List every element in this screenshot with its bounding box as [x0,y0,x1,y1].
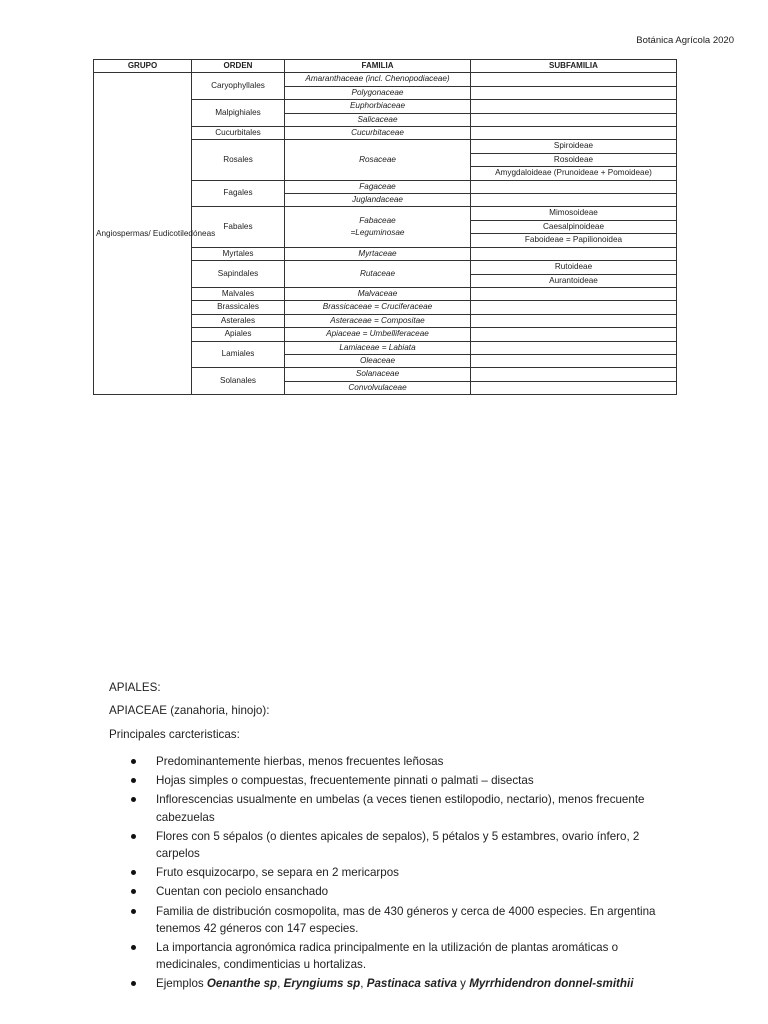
family-cell: Asteraceae = Compositae [285,314,471,327]
subfamily-cell [471,180,677,193]
list-item-text: Flores con 5 sépalos (o dientes apicales de sepalos), 5 pétalos y 5 estambres, ovario ínfero, 2 carpelos [156,829,640,861]
subfamily-cell [471,127,677,140]
order-cell: Caryophyllales [192,73,285,100]
subfamily-cell: Rosoideae [471,153,677,166]
bullet-icon [131,834,136,839]
subfamily-cell: Rutoideae [471,261,677,274]
taxonomy-table [93,59,677,395]
order-cell: Malvales [192,287,285,300]
family-cell: Oleaceae [285,354,471,367]
list-item [109,883,669,900]
column-header-familia: FAMILIA [285,60,471,73]
family-cell: Euphorbiaceae [285,100,471,113]
subfamily-cell: Aurantoideae [471,274,677,287]
column-header-subfamilia: SUBFAMILIA [471,60,677,73]
subfamily-cell [471,354,677,367]
family-cell: Amaranthaceae (incl. Chenopodiaceae) [285,73,471,86]
order-cell: Brassicales [192,301,285,314]
subfamily-cell: Spiroideae [471,140,677,153]
bullet-icon [131,759,136,764]
list-item-text: Predominantemente hierbas, menos frecuentes leñosas [156,755,444,768]
order-cell: Sapindales [192,261,285,288]
species-name: Eryngiums sp [283,977,361,991]
order-cell: Myrtales [192,247,285,260]
subfamily-cell [471,314,677,327]
column-header-orden: ORDEN [192,60,285,73]
order-cell: Fabales [192,207,285,247]
subfamily-cell [471,368,677,381]
table-row [94,73,677,86]
family-synonym: =Leguminosae [350,228,405,238]
subfamily-cell: Amygdaloideae (Prunoideae + Pomoideae) [471,167,677,180]
list-item [109,939,669,973]
bullet-icon [131,797,136,802]
separator: y [456,977,470,991]
family-cell: Lamiaceae = Labiata [285,341,471,354]
subfamily-cell [471,301,677,314]
bullet-icon [131,889,136,894]
list-item [109,791,669,825]
subfamily-cell [471,247,677,260]
group-cell: Angiospermas/ Eudicotiledóneas [94,73,192,395]
order-cell: Lamiales [192,341,285,368]
subfamily-cell [471,86,677,99]
subfamily-cell: Faboideae = Papilionoidea [471,234,677,247]
family-name: Fabaceae [359,215,396,225]
family-cell: Apiaceae = Umbelliferaceae [285,328,471,341]
family-cell: Convolvulaceae [285,381,471,394]
subfamily-cell [471,341,677,354]
column-header-grupo: GRUPO [94,60,192,73]
separator: , [360,977,367,991]
family-cell: Rosaceae [285,140,471,180]
order-cell: Malpighiales [192,100,285,127]
species-name: Oenanthe sp [206,977,278,991]
subfamily-cell [471,100,677,113]
bullet-icon [131,981,136,986]
section-heading: APIALES: [109,681,161,694]
family-cell: Cucurbitaceae [285,127,471,140]
order-cell: Cucurbitales [192,127,285,140]
order-cell: Rosales [192,140,285,180]
examples-prefix: Ejemplos [156,977,207,991]
list-item-text: Fruto esquizocarpo, se separa en 2 mericarpos [156,866,399,880]
bullet-icon [131,945,136,950]
order-cell: Fagales [192,180,285,207]
characteristics-title: Principales carcteristicas: [109,728,240,741]
table-header-row [94,60,677,73]
subfamily-cell [471,73,677,86]
document-header: Botánica Agrícola 2020 [636,35,734,46]
list-item-text: Familia de distribución cosmopolita, mas de 430 géneros y cerca de 4000 especies. En argentina tenemos 42 géneros con 147 especies. [156,904,656,935]
subfamily-cell [471,194,677,207]
family-line: APIACEAE (zanahoria, hinojo): [109,704,270,717]
family-cell: Solanaceae [285,368,471,381]
apiales-section [109,681,669,995]
order-cell: Asterales [192,314,285,327]
family-cell: Rutaceae [285,261,471,288]
list-item [109,753,669,770]
family-cell: Salicaceae [285,113,471,126]
list-item-text: Cuentan con peciolo ensanchado [156,885,329,899]
list-item-text: La importancia agronómica radica principalmente en la utilización de plantas aromáticas o medicinales, condimenticias u hortalizas. [156,941,619,972]
list-item [109,864,669,881]
family-cell [285,207,471,247]
family-cell: Brassicaceae = Cruciferaceae [285,301,471,314]
bullet-icon [131,870,136,875]
list-item-examples [109,975,669,992]
family-cell: Myrtaceae [285,247,471,260]
subfamily-cell [471,328,677,341]
subfamily-cell: Caesalpinoideae [471,220,677,233]
order-cell: Solanales [192,368,285,395]
characteristics-list [109,753,669,993]
subfamily-cell: Mimosoideae [471,207,677,220]
list-item-text: Inflorescencias usualmente en umbelas (a veces tienen estilopodio, nectario), menos frecuente cabezuelas [156,793,645,824]
separator: , [277,977,284,991]
list-item [109,828,669,862]
family-cell: Juglandaceae [285,194,471,207]
list-item [109,903,669,937]
bullet-icon [131,909,136,914]
list-item-text: Hojas simples o compuestas, frecuentemente pinnati o palmati – disectas [156,774,534,788]
species-name: Pastinaca sativa [366,977,457,991]
bullet-icon [131,778,136,783]
family-cell: Polygonaceae [285,86,471,99]
subfamily-cell [471,287,677,300]
list-item [109,772,669,789]
family-cell: Fagaceae [285,180,471,193]
subfamily-cell [471,381,677,394]
family-cell: Malvaceae [285,287,471,300]
order-cell: Apiales [192,328,285,341]
subfamily-cell [471,113,677,126]
species-name: Myrrhidendron donnel-smithii [469,977,634,991]
